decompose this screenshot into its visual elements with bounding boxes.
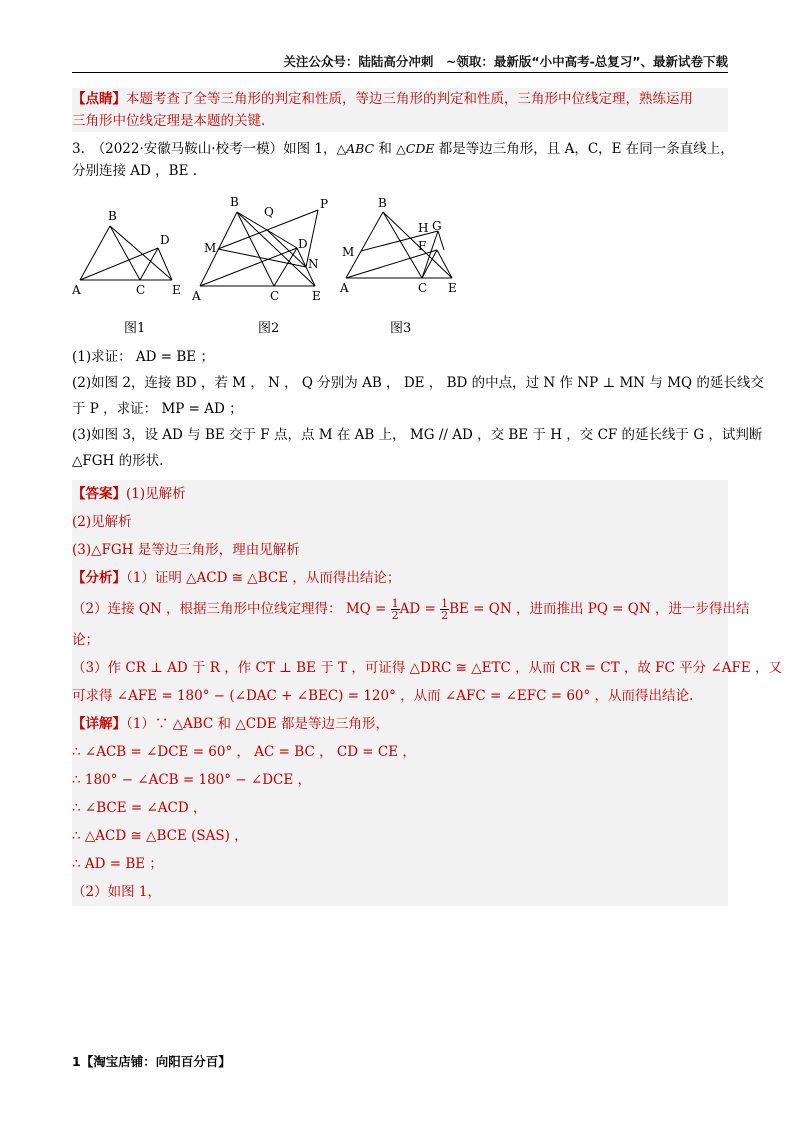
question-1: (1)求证： AD = BE ；	[72, 349, 214, 365]
page-footer: 1【淘宝店铺：向阳百分百】	[72, 1054, 231, 1069]
fraction-half-2: $\frac{1}{2}$	[441, 597, 449, 622]
fig1-label-a: A	[72, 283, 81, 297]
figure-3-caption: 图3	[390, 321, 412, 336]
question-2a: (2)如图 2，连接 BD ，若 M ， N ， Q 分别为 AB ， DE ， BD 的中点，过 N 作 NP ⊥ MN 与 MQ 的延长线交	[72, 375, 764, 391]
figures-row	[72, 190, 728, 340]
figure-3	[340, 190, 470, 336]
analysis-line-4: （3）作 CR ⊥ AD 于 R ，作 CT ⊥ BE 于 T ，可证得 △DRC ≅ △ETC ，从而 CR = CT ，故 FC 平分 ∠AFE ，又	[72, 660, 783, 676]
detail-line-2: ∴ ∠ACB = ∠DCE = 60° ， AC = BC ， CD = CE ，	[72, 744, 416, 760]
answer-tag: 【答案】	[72, 486, 126, 502]
fig3-label-m: M	[342, 245, 355, 259]
fig2-label-d: D	[298, 237, 308, 251]
problem-line-1a: 3. （2022·安徽马鞍山·校考一模）如图 1，	[72, 141, 337, 157]
fig2-label-e: E	[312, 289, 321, 303]
question-3b: △FGH 的形状.	[72, 453, 164, 469]
triangle-abc-label: △ABC	[336, 141, 375, 156]
answer-3: (3)△FGH 是等边三角形，理由见解析	[72, 542, 300, 558]
triangle-cde-label: △CDE	[396, 141, 435, 156]
page-header: 关注公众号：陆陆高分冲刺 ~领取：最新版“小中高考-总复习”、最新试卷下载	[283, 54, 728, 69]
fig2-label-p: P	[320, 197, 329, 211]
fig1-label-c: C	[136, 283, 146, 297]
fig3-label-f: F	[418, 239, 427, 253]
analysis-line-3: 论；	[72, 632, 99, 648]
questions	[72, 344, 764, 474]
detail-tag: 【详解】	[72, 716, 126, 732]
fraction-half-1: $\frac{1}{2}$	[391, 597, 399, 622]
figure-3-diagram	[340, 190, 470, 315]
problem-statement	[72, 138, 734, 182]
page-content	[72, 88, 783, 906]
fig2-label-q: Q	[264, 205, 274, 219]
figure-1-caption: 图1	[124, 321, 146, 336]
detail-line-3: ∴ 180° − ∠ACB = 180° − ∠DCE ，	[72, 772, 312, 788]
answer-block	[72, 480, 783, 906]
fig3-label-h: H	[418, 221, 429, 235]
fig3-label-e: E	[448, 281, 457, 295]
fig3-label-c: C	[418, 281, 428, 295]
fig1-label-d: D	[160, 233, 170, 247]
analysis-tag: 【分析】	[72, 570, 126, 586]
detail-line-6: ∴ AD = BE ；	[72, 856, 163, 872]
dianjing-text-2: 三角形中位线定理是本题的关键.	[72, 113, 266, 129]
dianjing-block	[72, 88, 728, 132]
figure-1-diagram	[72, 190, 187, 315]
detail-line-4: ∴ ∠BCE = ∠ACD ，	[72, 800, 207, 816]
detail-line-5: ∴ △ACD ≅ △BCE (SAS) ，	[72, 828, 248, 844]
fig1-label-e: E	[172, 283, 181, 297]
answer-2: (2)见解析	[72, 514, 132, 530]
dianjing-tag: 【点睛】	[72, 91, 126, 107]
fig1-label-b: B	[108, 209, 117, 223]
fig2-label-a: A	[192, 289, 201, 303]
figure-2	[190, 190, 340, 336]
analysis-line-1: （1）证明 △ACD ≅ △BCE ，从而得出结论；	[126, 570, 401, 586]
problem-line-1b: 和	[374, 141, 397, 157]
analysis-line-5: 可求得 ∠AFE = 180° − (∠DAC + ∠BEC) = 120° ，从而 ∠AFC = ∠EFC = 60° ，从而得出结论.	[72, 688, 694, 704]
question-2b: 于 P ，求证： MP = AD ；	[72, 401, 243, 417]
header-divider	[72, 72, 728, 73]
fig2-label-c: C	[270, 289, 280, 303]
analysis-line-2a: （2）连接 QN ，根据三角形中位线定理得： MQ =	[72, 601, 391, 617]
fig2-label-m: M	[204, 241, 217, 255]
answer-1: (1)见解析	[126, 486, 186, 502]
analysis-line-2b: AD =	[399, 601, 441, 617]
analysis-line-2c: BE = QN ，进而推出 PQ = QN ，进一步得出结	[449, 601, 750, 617]
dianjing-text-1: 本题考查了全等三角形的判定和性质，等边三角形的判定和性质，三角形中位线定理，熟练运用	[126, 91, 693, 107]
detail-line-1: （1）∵ △ABC 和 △CDE 都是等边三角形，	[126, 716, 390, 732]
problem-line-1c: 都是等边三角形，且 A，C，E 在同一条直线上，	[434, 141, 734, 157]
fig3-label-g: G	[432, 219, 442, 233]
figure-2-diagram	[190, 190, 340, 315]
fig3-label-a: A	[340, 281, 349, 295]
fig2-label-b: B	[230, 195, 239, 209]
figure-2-caption: 图2	[258, 321, 280, 336]
fig2-label-n: N	[308, 257, 319, 271]
fig3-label-b: B	[378, 196, 387, 210]
detail-line-7: （2）如图 1，	[72, 884, 161, 900]
question-3a: (3)如图 3，设 AD 与 BE 交于 F 点，点 M 在 AB 上， MG // AD ，交 BE 于 H ，交 CF 的延长线于 G ，试判断	[72, 427, 763, 443]
problem-line-2: 分别连接 AD ，BE .	[72, 163, 198, 179]
figure-1	[72, 190, 187, 336]
